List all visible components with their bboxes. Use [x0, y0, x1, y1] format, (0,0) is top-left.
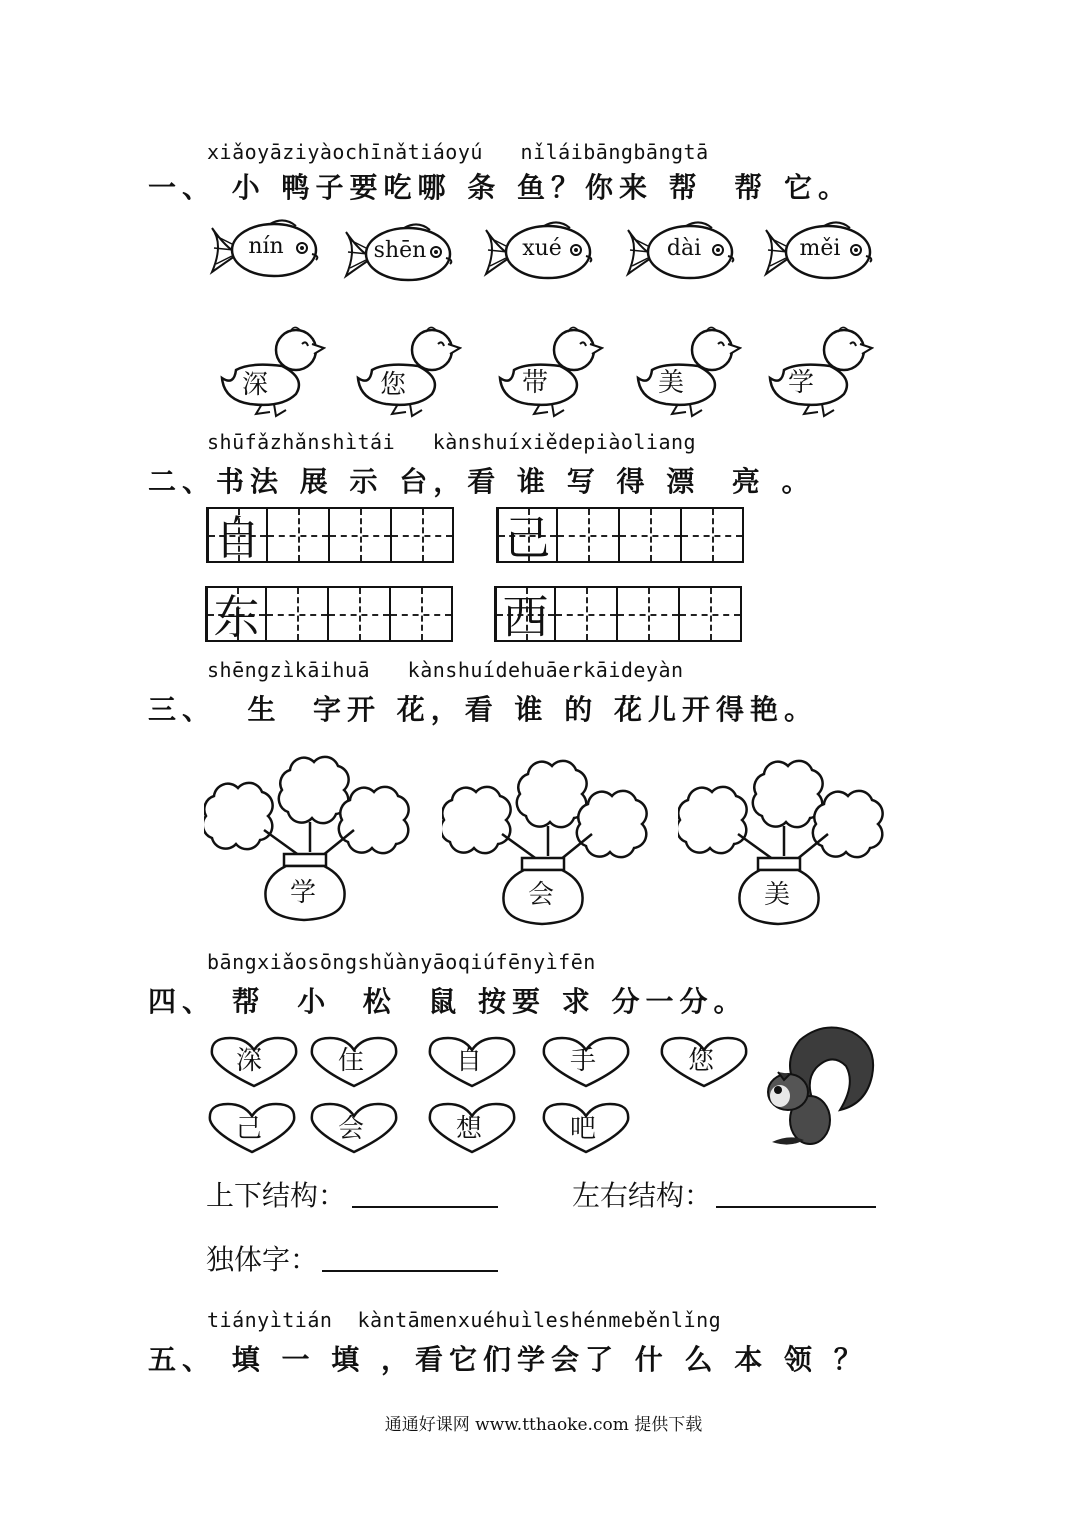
footer-credit: 通通好课网 www.tthaoke.com 提供下载	[384, 1415, 703, 1435]
vase-label: 学	[290, 878, 317, 908]
duck-icon	[764, 322, 874, 418]
heart-card[interactable]	[426, 1100, 518, 1160]
squirrel-picture	[760, 1024, 880, 1156]
vase-label: 会	[528, 880, 555, 910]
duck-4[interactable]	[632, 322, 742, 422]
label-left-right: 左右结构：	[572, 1179, 713, 1212]
duck-label: 深	[242, 370, 269, 400]
grid-ji[interactable]	[496, 507, 744, 563]
grid-xi[interactable]	[494, 586, 742, 642]
heart-label: 住	[338, 1046, 365, 1076]
answer-single[interactable]	[322, 1270, 498, 1272]
duck-label: 带	[522, 368, 549, 398]
duck-1[interactable]	[216, 322, 326, 422]
heart-label: 深	[236, 1046, 263, 1076]
duck-label: 您	[380, 370, 407, 400]
answer-left-right[interactable]	[716, 1206, 876, 1208]
heart-card[interactable]	[540, 1034, 632, 1094]
fish-1[interactable]	[204, 214, 328, 290]
q5-title: 五、 填 一 填 ，看它们学会了 什 么 本 领 ？	[148, 1343, 868, 1376]
answer-top-bottom[interactable]	[352, 1206, 498, 1208]
squirrel-icon	[760, 1024, 880, 1152]
fish-label: měi	[799, 236, 841, 261]
heart-card[interactable]	[206, 1100, 298, 1160]
label-single: 独体字：	[206, 1243, 319, 1276]
q1-pinyin: xiǎoyāziyàochīnǎtiáoyú nǐláibāngbāngtā	[207, 140, 709, 164]
fish-5[interactable]	[758, 216, 882, 292]
q3-title: 三、 生 字开 花，看 谁 的 花儿开得艳。	[148, 693, 818, 726]
duck-icon	[352, 322, 462, 418]
duck-label: 美	[658, 368, 685, 398]
q4-title: 四、 帮 小 松 鼠 按要 求 分一分。	[148, 985, 748, 1018]
grid-char: 西	[502, 590, 549, 644]
fish-3[interactable]	[478, 216, 602, 292]
q2-title: 二、书法 展 示 台，看 谁 写 得 漂 亮 。	[148, 465, 816, 498]
q5-pinyin: tiányìtián kàntāmenxuéhuìleshénmeběnlǐng	[207, 1308, 722, 1332]
fish-label: nín	[248, 234, 284, 259]
duck-3[interactable]	[494, 322, 604, 422]
duck-icon	[632, 322, 742, 418]
duck-5[interactable]	[764, 322, 874, 422]
heart-label: 会	[338, 1114, 365, 1144]
duck-icon	[216, 322, 326, 418]
grid-char: 自	[214, 511, 261, 565]
q1-title: 一、 小 鸭子要吃哪 条 鱼？你来 帮 帮 它。	[148, 171, 852, 204]
heart-label: 想	[456, 1114, 483, 1144]
flower-pot-2[interactable]	[442, 754, 662, 930]
heart-label: 己	[236, 1114, 263, 1144]
q3-pinyin: shēngzìkāihuā kànshuídehuāerkāideyàn	[207, 658, 684, 682]
duck-icon	[494, 322, 604, 418]
heart-label: 手	[570, 1046, 597, 1076]
heart-card[interactable]	[308, 1100, 400, 1160]
q2-pinyin: shūfǎzhǎnshìtái kànshuíxiědepiàoliang	[207, 430, 697, 454]
fish-label: dài	[666, 236, 702, 261]
vase-label: 美	[764, 880, 791, 910]
heart-label: 您	[688, 1046, 715, 1076]
grid-char: 己	[504, 511, 551, 565]
grid-zi[interactable]	[206, 507, 454, 563]
flower-pot-3[interactable]	[678, 754, 898, 930]
q4-pinyin: bāngxiǎosōngshǔànyāoqiúfēnyìfēn	[207, 950, 596, 974]
label-top-bottom: 上下结构：	[206, 1179, 347, 1212]
heart-card[interactable]	[308, 1034, 400, 1094]
duck-2[interactable]	[352, 322, 462, 422]
flower-pot-1[interactable]	[204, 750, 424, 926]
heart-label: 自	[456, 1046, 483, 1076]
fish-4[interactable]	[620, 216, 744, 292]
heart-card[interactable]	[208, 1034, 300, 1094]
duck-label: 学	[788, 368, 815, 398]
fish-2[interactable]	[338, 218, 462, 294]
heart-card[interactable]	[540, 1100, 632, 1160]
heart-card[interactable]	[658, 1034, 750, 1094]
grid-dong[interactable]	[205, 586, 453, 642]
fish-label: xué	[522, 236, 562, 261]
heart-label: 吧	[570, 1114, 597, 1144]
fish-label: shēn	[373, 238, 427, 263]
heart-card[interactable]	[426, 1034, 518, 1094]
grid-char: 东	[213, 590, 260, 644]
